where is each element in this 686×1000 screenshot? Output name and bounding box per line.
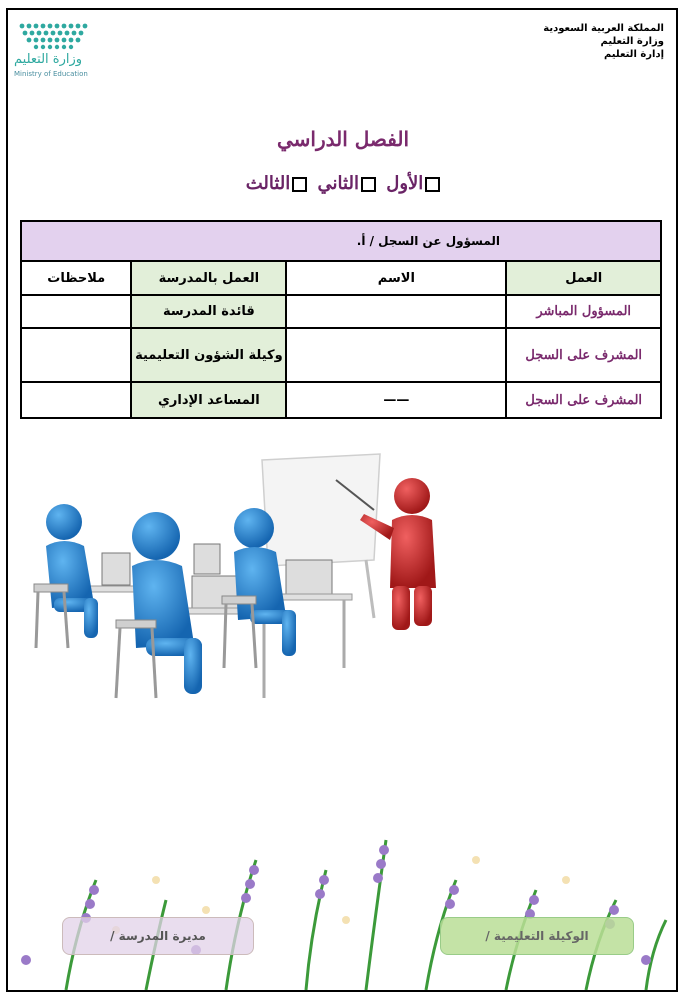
row-school-role: المساعد الإداري [131, 382, 286, 418]
term-title: الفصل الدراسي [276, 127, 409, 151]
row-name[interactable] [286, 328, 506, 382]
header-department: إدارة التعليم [603, 49, 664, 60]
header-text-block [543, 22, 664, 61]
header-country: المملكة العربية السعودية [543, 23, 664, 34]
header-job: العمل [506, 261, 661, 295]
section-title: المسؤول عن السجل / أ. [21, 221, 661, 261]
ministry-logo [14, 18, 94, 78]
checkbox-icon[interactable] [425, 177, 440, 192]
register-table [20, 220, 662, 419]
term-option-second[interactable]: الثاني [318, 173, 376, 194]
header-ministry: وزارة التعليم [600, 36, 664, 47]
row-role: المشرف على السجل [506, 328, 661, 382]
header-notes: ملاحظات [21, 261, 131, 295]
term-option-first[interactable]: الأول [386, 173, 440, 194]
table-row [21, 328, 661, 382]
row-name[interactable]: —— [286, 382, 506, 418]
classroom-illustration [24, 448, 464, 728]
logo-english-text: Ministry of Education [14, 70, 88, 78]
logo-arabic-text: وزارة التعليم [14, 52, 83, 67]
term-option-third[interactable]: الثالث [246, 173, 308, 194]
principal-signature-field[interactable]: مديرة المدرسة / [62, 917, 254, 955]
logo-dots-icon [16, 20, 92, 50]
table-row [21, 295, 661, 328]
row-notes[interactable] [21, 295, 131, 328]
table-row [21, 382, 661, 418]
header-school-job: العمل بالمدرسة [131, 261, 286, 295]
row-role: المشرف على السجل [506, 382, 661, 418]
row-name[interactable] [286, 295, 506, 328]
row-school-role: وكيلة الشؤون التعليمية [131, 328, 286, 382]
term-options [0, 173, 686, 194]
vice-principal-signature-field[interactable]: الوكيلة التعليمية / [440, 917, 634, 955]
row-school-role: قائدة المدرسة [131, 295, 286, 328]
row-role: المسؤول المباشر [506, 295, 661, 328]
row-notes[interactable] [21, 382, 131, 418]
header-name: الاسم [286, 261, 506, 295]
checkbox-icon[interactable] [292, 177, 307, 192]
checkbox-icon[interactable] [361, 177, 376, 192]
table-header-row [21, 261, 661, 295]
row-notes[interactable] [21, 328, 131, 382]
flowers-decoration [6, 820, 678, 990]
